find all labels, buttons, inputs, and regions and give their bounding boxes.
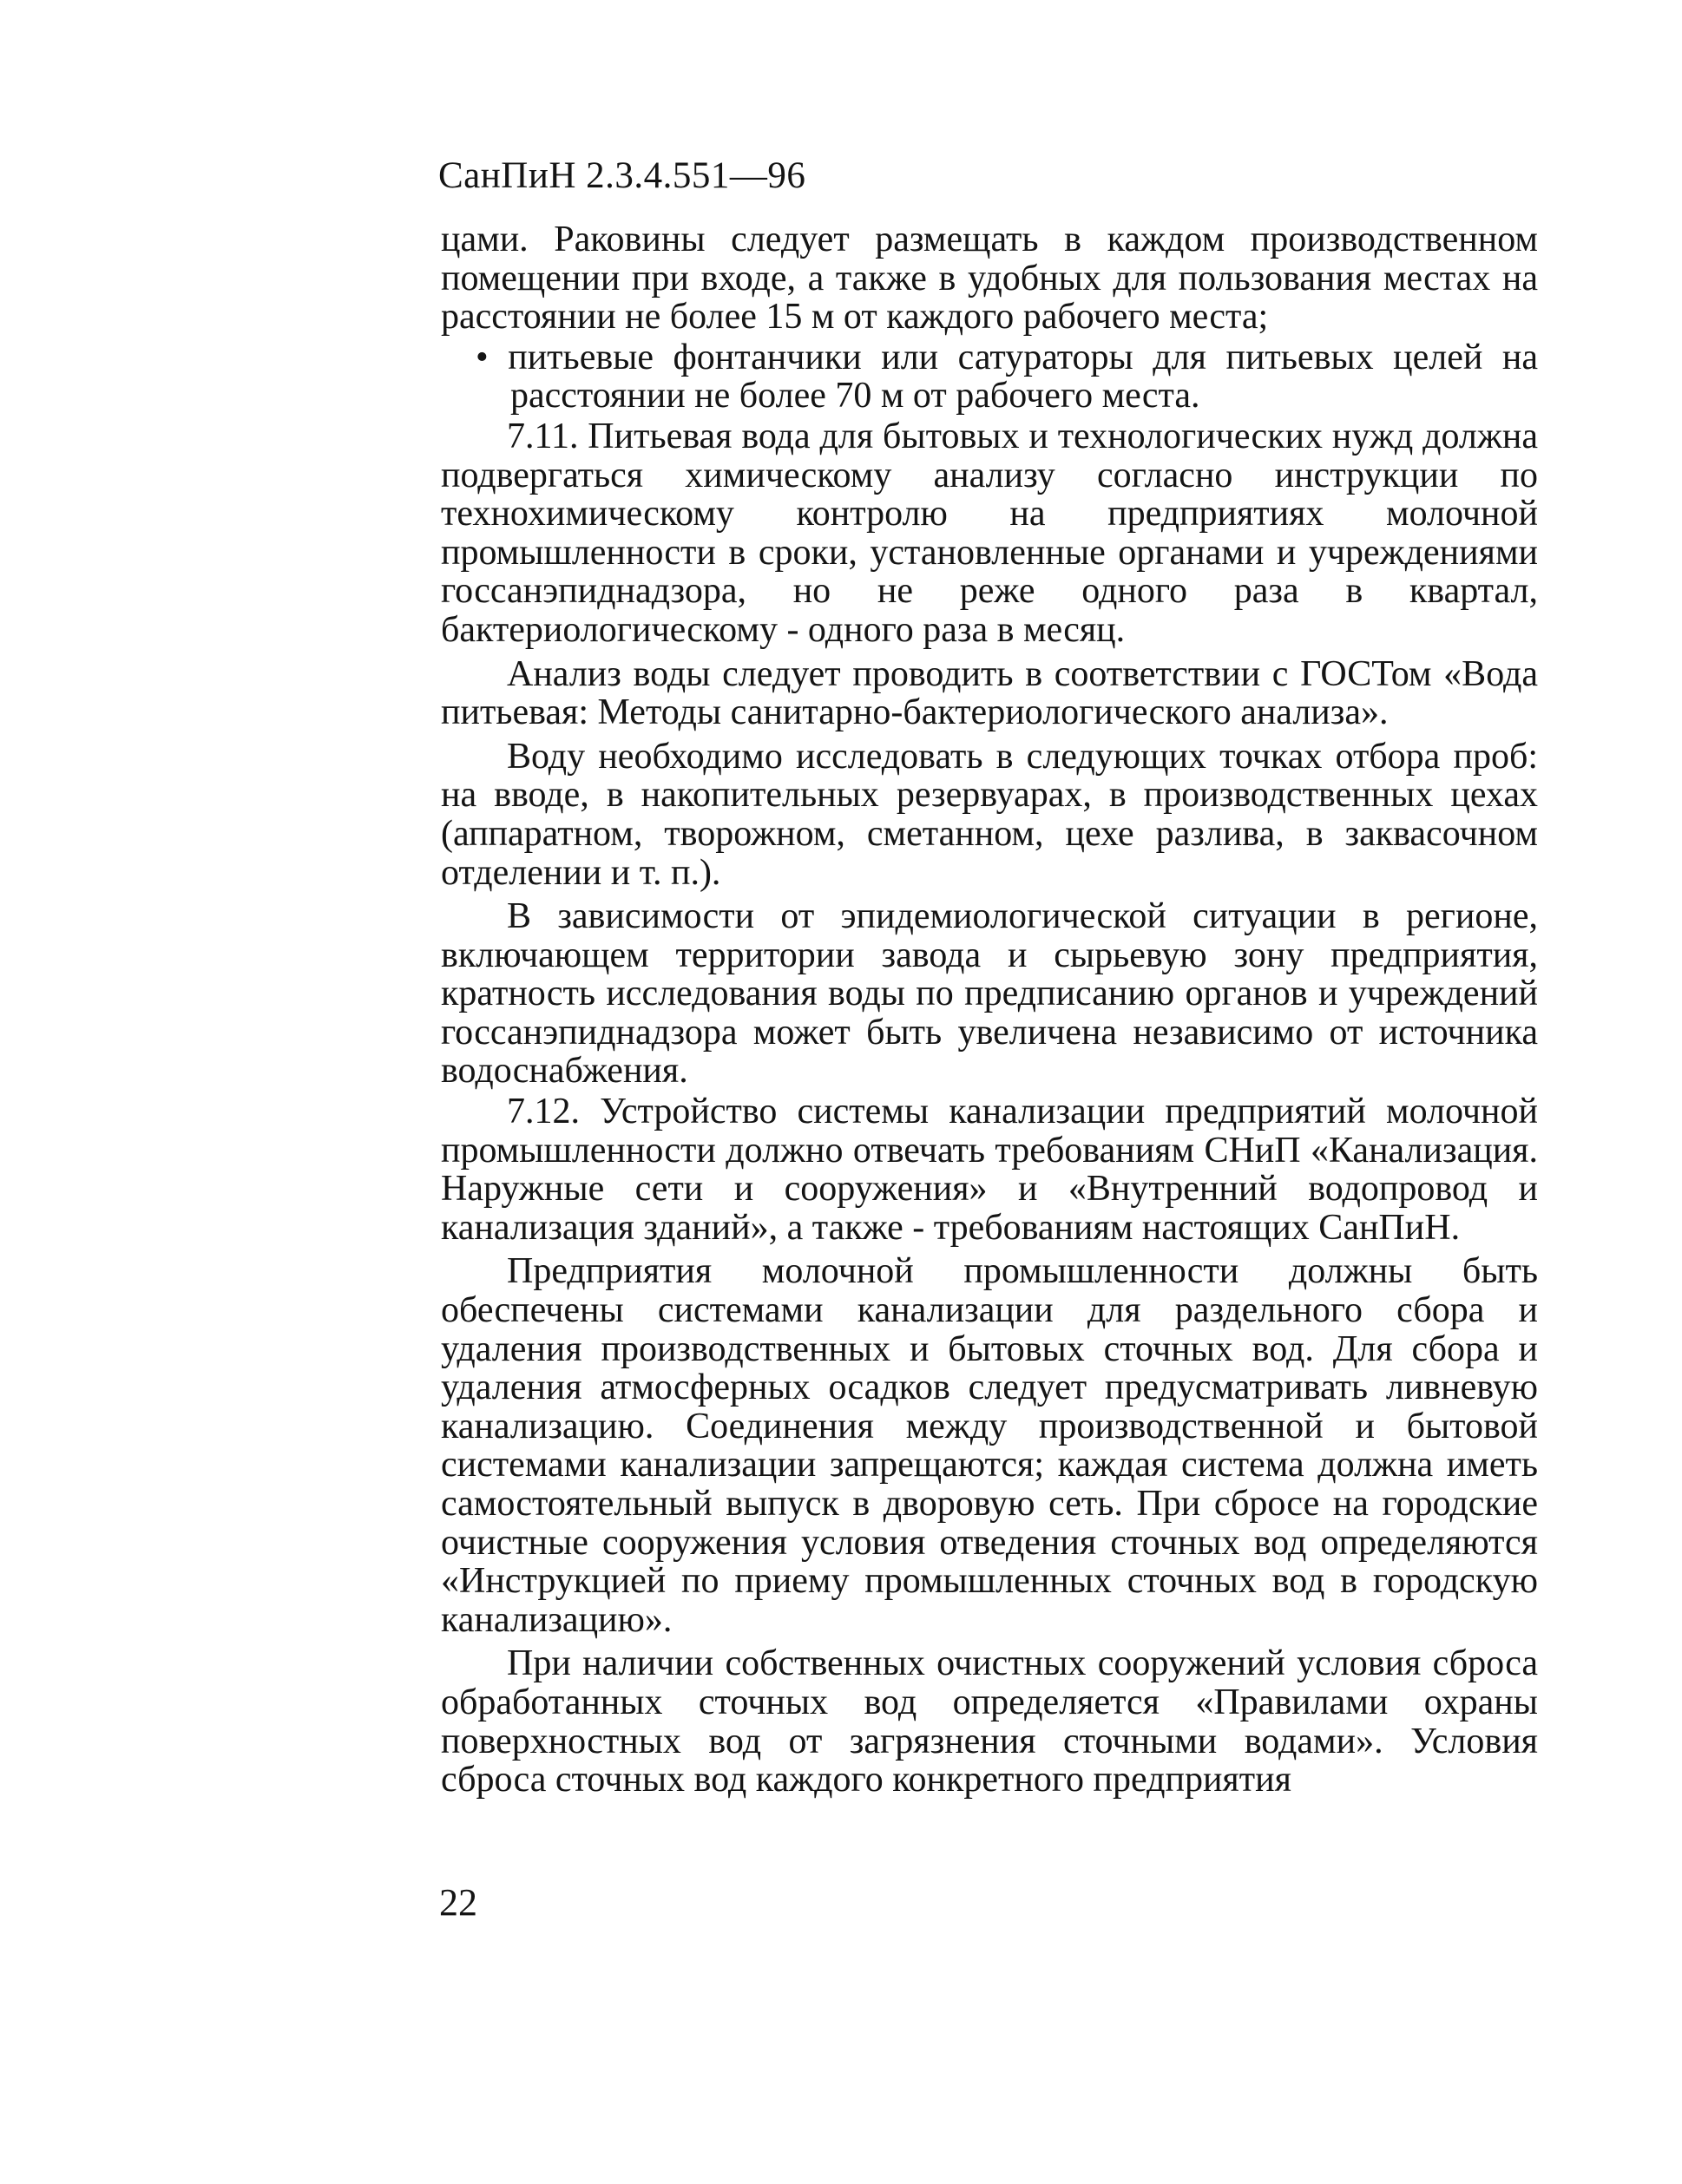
bullet-item-drinking-fountains: • питьевые фонтанчики или сатураторы для питьевых целей на расстоянии не более 70 м от рабочего места.: [476, 337, 1538, 416]
paragraph-continuation: цами. Раковины следует размещать в каждом производственном помещении при входе, а также в удобных для пользования местах на расстоянии не более 15 м от каждого рабочего места;: [441, 220, 1538, 338]
running-title: СанПиН 2.3.4.551—96: [438, 155, 806, 196]
paragraph-section-7-12: 7.12. Устройство системы канализации предприятий молочной промышленности должно отвечать требованиям СНиП «Канализация. Наружные сети и сооружения» и «Внутренний водопровод и канализация зданий», а также - требованиям настоящих СанПиН.: [441, 1092, 1538, 1248]
body-text: [441, 220, 1538, 1800]
paragraph-sampling-points: Воду необходимо исследовать в следующих точках отбора проб: на вводе, в накопительных резервуарах, в производственных цехах (аппаратном, творожном, сметанном, цехе разлива, в заквасочном отделении и т. п.).: [441, 736, 1538, 893]
page-number: 22: [439, 1881, 477, 1924]
paragraph-sewage-systems: Предприятия молочной промышленности должны быть обеспечены системами канализации для раздельного сбора и удаления производственных и бытовых сточных вод. Для сбора и удаления атмосферных осадков следует предусматривать ливневую канализацию. Соединения между производственной и бытовой системами канализации запрещаются; каждая система должна иметь самостоятельный выпуск в дворовую сеть. При сбросе на городские очистные сооружения условия отведения сточных вод определяются «Инструкцией по приему промышленных сточных вод в городскую канализацию».: [441, 1251, 1538, 1640]
paragraph-treatment-facilities: При наличии собственных очистных сооружений условия сброса обработанных сточных вод определяется «Правилами охраны поверхностных вод от загрязнения сточными водами». Условия сброса сточных вод каждого конкретного предприятия: [441, 1643, 1538, 1800]
paragraph-section-7-11: 7.11. Питьевая вода для бытовых и технологических нужд должна подвергаться химическому анализу согласно инструкции по технохимическому контролю на предприятиях молочной промышленности в сроки, установленные органами и учреждениями госсанэпиднадзора, но не реже одного раза в квартал, бактериологическому - одного раза в месяц.: [441, 416, 1538, 650]
paragraph-epidemiological-situation: В зависимости от эпидемиологической ситуации в регионе, включающем территории завода и сырьевую зону предприятия, кратность исследования воды по предписанию органов и учреждений госсанэпиднадзора может быть увеличена независимо от источника водоснабжения.: [441, 896, 1538, 1092]
paragraph-water-analysis-gost: Анализ воды следует проводить в соответствии с ГОСТом «Вода питьевая: Методы санитарно-бактериологического анализа».: [441, 653, 1538, 733]
